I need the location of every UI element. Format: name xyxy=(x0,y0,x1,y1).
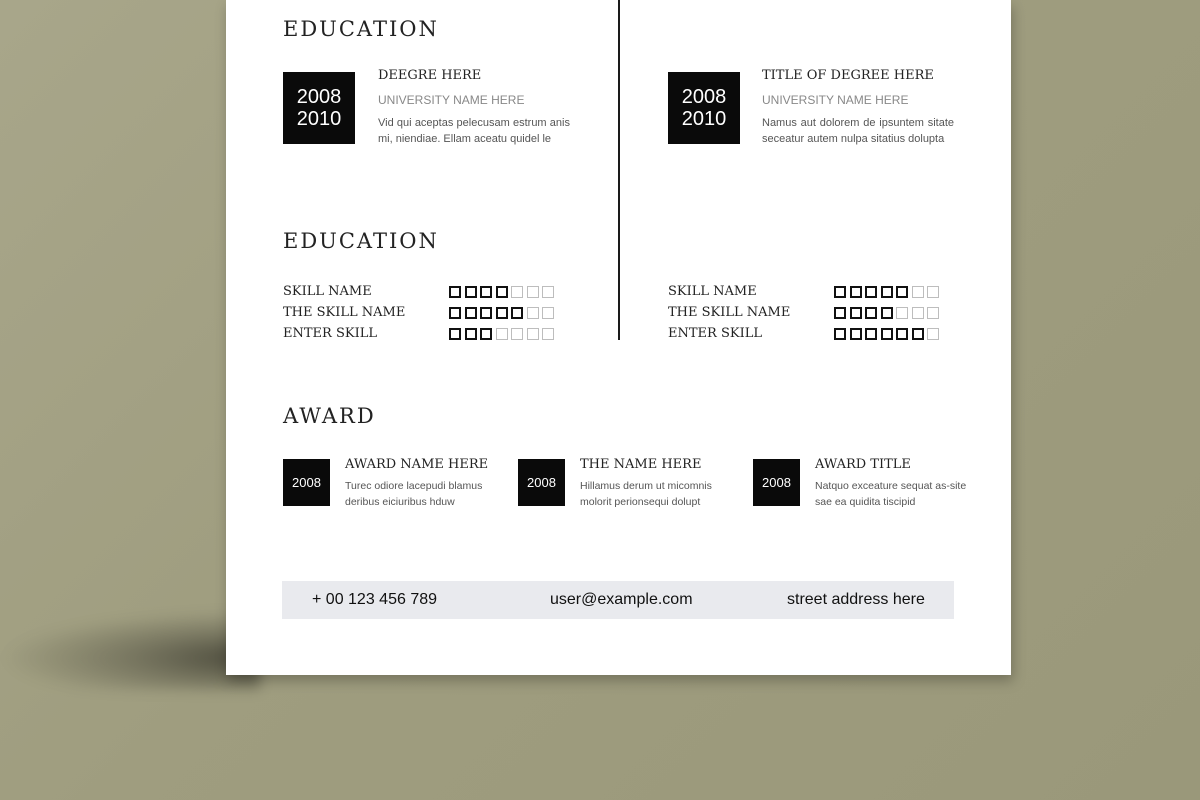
skill-rating xyxy=(449,286,554,298)
skill-dot-empty xyxy=(896,307,908,319)
award-year-block: 2008 xyxy=(283,459,330,506)
skill-row xyxy=(668,323,958,344)
award-description: Hillamus derum ut micomnis molorit perionsequi dolupt xyxy=(580,480,712,508)
skills-left-column xyxy=(283,281,573,344)
contact-bar xyxy=(282,581,954,619)
skill-dot-filled xyxy=(865,286,877,298)
education-description: Namus aut dolorem de ipsuntem sitate seceatur autem nulpa sitatius dolupta xyxy=(762,117,954,145)
skill-dot-filled xyxy=(449,307,461,319)
skill-dot-filled xyxy=(896,328,908,340)
skill-name: ENTER SKILL xyxy=(668,326,762,341)
skill-rating xyxy=(834,328,939,340)
skill-dot-filled xyxy=(496,286,508,298)
skill-dot-empty xyxy=(496,328,508,340)
skill-dot-filled xyxy=(465,286,477,298)
skill-dot-filled xyxy=(865,307,877,319)
skill-row xyxy=(283,281,573,302)
skill-row xyxy=(668,281,958,302)
skill-dot-filled xyxy=(480,307,492,319)
skill-dot-empty xyxy=(542,328,554,340)
degree-title: DEEGRE HERE xyxy=(378,68,482,83)
skill-dot-filled xyxy=(480,286,492,298)
skill-dot-empty xyxy=(527,328,539,340)
skill-name: SKILL NAME xyxy=(668,284,757,299)
skill-dot-empty xyxy=(542,307,554,319)
skill-dot-filled xyxy=(850,286,862,298)
paper-shadow xyxy=(0,610,260,690)
award-text xyxy=(580,457,738,510)
skill-dot-empty xyxy=(912,307,924,319)
award-year-block: 2008 xyxy=(518,459,565,506)
skill-dot-filled xyxy=(850,307,862,319)
award-title: THE NAME HERE xyxy=(580,457,702,472)
skill-dot-filled xyxy=(834,307,846,319)
skill-dot-empty xyxy=(511,286,523,298)
skill-dot-filled xyxy=(449,286,461,298)
skill-dot-filled xyxy=(850,328,862,340)
skill-row xyxy=(668,302,958,323)
education-entry-1 xyxy=(378,68,570,147)
award-text xyxy=(815,457,973,510)
skill-rating xyxy=(834,286,939,298)
skills-heading: EDUCATION xyxy=(283,229,439,253)
award-description: Turec odiore lacepudi blamus deribus eiciuribus hduw xyxy=(345,480,483,508)
skill-dot-filled xyxy=(865,328,877,340)
award-year-block: 2008 xyxy=(753,459,800,506)
education-description: Vid qui aceptas pelecusam estrum anis mi, niendiae. Ellam aceatu quidel le xyxy=(378,117,570,145)
skill-dot-filled xyxy=(511,307,523,319)
column-divider xyxy=(618,0,620,340)
email-address: user@example.com xyxy=(550,591,693,608)
skill-dot-filled xyxy=(834,328,846,340)
skill-dot-empty xyxy=(912,286,924,298)
skill-rating xyxy=(449,307,554,319)
award-title: AWARD TITLE xyxy=(815,457,911,472)
skill-name: ENTER SKILL xyxy=(283,326,377,341)
skills-right-column xyxy=(668,281,958,344)
skill-rating xyxy=(834,307,939,319)
education-years-block-2 xyxy=(668,72,740,144)
skill-dot-filled xyxy=(480,328,492,340)
university-name: UNIVERSITY NAME HERE xyxy=(762,93,909,107)
award-text xyxy=(345,457,503,510)
skill-name: THE SKILL NAME xyxy=(283,305,406,320)
education-heading: EDUCATION xyxy=(283,17,439,41)
skill-dot-empty xyxy=(542,286,554,298)
skill-dot-empty xyxy=(927,286,939,298)
skill-dot-empty xyxy=(927,307,939,319)
university-name: UNIVERSITY NAME HERE xyxy=(378,93,525,107)
skill-dot-empty xyxy=(927,328,939,340)
skill-rating xyxy=(449,328,554,340)
resume-page xyxy=(226,0,1011,675)
skill-dot-empty xyxy=(527,307,539,319)
award-description: Natquo exceature sequat as-site sae ea quidita tiscipid xyxy=(815,480,967,508)
degree-title: TITLE OF DEGREE HERE xyxy=(762,68,934,83)
year-start: 2008 xyxy=(296,86,342,108)
education-years-block-1 xyxy=(283,72,355,144)
year-start: 2008 xyxy=(681,86,727,108)
skill-dot-filled xyxy=(465,307,477,319)
year-end: 2010 xyxy=(681,108,727,130)
skill-dot-filled xyxy=(465,328,477,340)
street-address: street address here xyxy=(787,591,925,608)
skill-row xyxy=(283,323,573,344)
award-heading: AWARD xyxy=(283,404,376,428)
skill-dot-filled xyxy=(896,286,908,298)
skill-name: THE SKILL NAME xyxy=(668,305,791,320)
skill-dot-empty xyxy=(511,328,523,340)
skill-name: SKILL NAME xyxy=(283,284,372,299)
education-entry-2 xyxy=(762,68,954,147)
phone-number: + 00 123 456 789 xyxy=(312,591,438,608)
skill-dot-filled xyxy=(449,328,461,340)
skill-dot-empty xyxy=(527,286,539,298)
skill-dot-filled xyxy=(834,286,846,298)
skill-dot-filled xyxy=(496,307,508,319)
skill-dot-filled xyxy=(881,307,893,319)
award-title: AWARD NAME HERE xyxy=(345,457,489,472)
skill-dot-filled xyxy=(912,328,924,340)
skill-row xyxy=(283,302,573,323)
skill-dot-filled xyxy=(881,328,893,340)
year-end: 2010 xyxy=(296,108,342,130)
skill-dot-filled xyxy=(881,286,893,298)
